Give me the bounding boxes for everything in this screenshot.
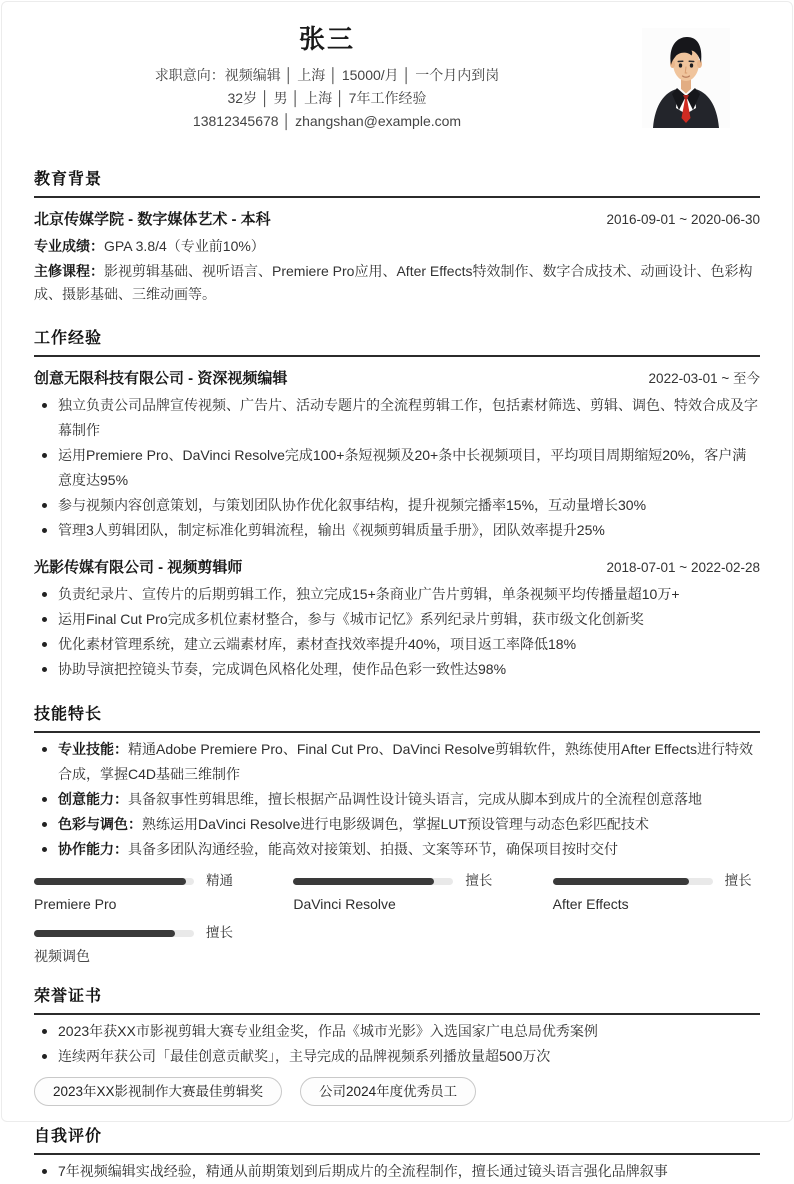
honor-bullet-list [34, 1019, 760, 1069]
skill-label: 专业技能： [58, 741, 128, 757]
job-bullet-list [34, 393, 760, 543]
skill-bar-item [553, 874, 760, 914]
skill-text: 具备叙事性剪辑思维，擅长根据产品调性设计镜头语言，完成从脚本到成片的全流程创意落地 [128, 791, 702, 807]
skill-bar-fill [293, 878, 434, 885]
job-date-range: 2022-03-01 ~ 至今 [648, 371, 760, 386]
job-entry-head [34, 368, 760, 389]
skill-bullet [34, 787, 760, 812]
skill-bar-name: Premiere Pro [34, 896, 117, 912]
skill-bar-row [293, 874, 500, 888]
section-skills [34, 704, 760, 966]
skill-bar-name: After Effects [552, 896, 629, 912]
skill-label: 色彩与调色： [58, 816, 142, 832]
gpa-line [34, 235, 760, 258]
honor-bullet: 连续两年获公司「最佳创意贡献奖」，主导完成的品牌视频系列播放量超500万次 [34, 1044, 760, 1069]
honor-tags [34, 1077, 760, 1106]
skill-level-label: 擅长 [206, 925, 233, 940]
skill-bullet-list [34, 737, 760, 862]
company-role-line: 光影传媒有限公司 - 视频剪辑师 [34, 559, 243, 576]
skill-label: 协作能力： [58, 841, 128, 857]
job-bullet: 协助导演把控镜头节奏，完成调色风格化处理，使作品色彩一致性达98% [34, 657, 760, 682]
honor-tag-badge: 公司2024年度优秀员工 [300, 1077, 476, 1106]
section-summary [34, 1126, 760, 1184]
skill-bar-name: DaVinci Resolve [293, 896, 396, 912]
section-title-skills: 技能特长 [34, 704, 760, 733]
skill-text: 精通Adobe Premiere Pro、Final Cut Pro、DaVinci Resolve剪辑软件，熟练使用After Effects进行特效合成，掌握C4D基础三维制作 [58, 741, 753, 782]
resume-page [2, 2, 792, 1184]
job-bullet-list [34, 582, 760, 682]
skill-bullet [34, 837, 760, 862]
job-bullet: 运用Premiere Pro、DaVinci Resolve完成100+条短视频及20+条中长视频项目，平均项目周期缩短20%，客户满意度达95% [34, 443, 760, 493]
job-intent-line: 求职意向：视频编辑 │ 上海 │ 15000/月 │ 一个月内到岗 [154, 67, 500, 83]
section-title-experience: 工作经验 [34, 328, 760, 357]
section-honors [34, 986, 760, 1106]
skill-bar-track [293, 878, 453, 885]
skill-bar-track [553, 878, 713, 885]
skill-bullet [34, 812, 760, 837]
id-photo [642, 28, 730, 128]
skill-level-label: 擅长 [465, 873, 493, 888]
resume-sheet [1, 1, 793, 1179]
skill-text: 熟练运用DaVinci Resolve进行电影级调色，掌握LUT预设管理与动态色彩匹配技术 [142, 816, 649, 832]
skill-bar-row [34, 926, 241, 940]
gpa-label: 专业成绩： [34, 238, 104, 254]
job-date-range: 2018-07-01 ~ 2022-02-28 [606, 560, 760, 575]
summary-bullet-list [34, 1159, 760, 1184]
skill-bar-fill [34, 930, 175, 937]
skill-bar-item [34, 926, 241, 966]
contact-info-line: 13812345678 │ zhangshan@example.com [192, 113, 462, 129]
section-title-honors: 荣誉证书 [34, 986, 760, 1015]
personal-info-line: 32岁 │ 男 │ 上海 │ 7年工作经验 [227, 90, 427, 106]
honor-tag-badge: 2023年XX影视制作大赛最佳剪辑奖 [34, 1077, 282, 1106]
skill-label: 创意能力： [58, 791, 128, 807]
job-bullet: 独立负责公司品牌宣传视频、广告片、活动专题片的全流程剪辑工作，包括素材筛选、剪辑、调色、特效合成及字幕制作 [34, 393, 760, 443]
skill-bar-fill [34, 878, 186, 885]
candidate-name: 张三 [298, 24, 355, 54]
section-education [34, 169, 760, 306]
job-bullet: 负责纪录片、宣传片的后期剪辑工作，独立完成15+条商业广告片剪辑，单条视频平均传播量超10万+ [34, 582, 760, 607]
job-bullet: 运用Final Cut Pro完成多机位素材整合，参与《城市记忆》系列纪录片剪辑，获市级文化创新奖 [34, 607, 760, 632]
skill-bar-name: 视频调色 [34, 948, 90, 964]
resume-header [34, 24, 760, 133]
skill-bar-item [34, 874, 241, 914]
skill-bullet [34, 737, 760, 787]
skill-bar-row [34, 874, 241, 888]
skill-bar-item [293, 874, 500, 914]
avatar-illustration [642, 28, 730, 128]
job-bullet: 优化素材管理系统，建立云端素材库，素材查找效率提升40%，项目返工率降低18% [34, 632, 760, 657]
honor-bullet: 2023年获XX市影视剪辑大赛专业组金奖，作品《城市光影》入选国家广电总局优秀案例 [34, 1019, 760, 1044]
section-title-summary: 自我评价 [34, 1126, 760, 1155]
skill-bar-track [34, 930, 194, 937]
skill-level-label: 擅长 [724, 873, 752, 888]
courses-label: 主修课程： [34, 263, 104, 279]
job-bullet: 参与视频内容创意策划，与策划团队协作优化叙事结构，提升视频完播率15%，互动量增长30% [34, 493, 760, 518]
section-title-education: 教育背景 [34, 169, 760, 198]
job-bullet: 管理3人剪辑团队，制定标准化剪辑流程，输出《视频剪辑质量手册》，团队效率提升25% [34, 518, 760, 543]
job-entry-head [34, 557, 760, 578]
company-role-line: 创意无限科技有限公司 - 资深视频编辑 [34, 370, 288, 387]
skill-bars-grid [34, 874, 760, 966]
summary-bullet: 7年视频编辑实战经验，精通从前期策划到后期成片的全流程制作，擅长通过镜头语言强化品牌叙事 [34, 1159, 760, 1184]
skill-bar-fill [553, 878, 689, 885]
gpa-value: GPA 3.8/4（专业前10%） [104, 238, 265, 254]
skill-bar-row [553, 874, 760, 888]
courses-line [34, 260, 760, 306]
skill-bar-track [34, 878, 194, 885]
skill-text: 具备多团队沟通经验，能高效对接策划、拍摄、文案等环节，确保项目按时交付 [128, 841, 618, 857]
section-experience [34, 328, 760, 682]
education-entry-head [34, 209, 760, 230]
education-date-range: 2016-09-01 ~ 2020-06-30 [606, 212, 760, 227]
school-degree-line: 北京传媒学院 - 数字媒体艺术 - 本科 [34, 211, 271, 228]
skill-level-label: 精通 [206, 873, 233, 888]
courses-value: 影视剪辑基础、视听语言、Premiere Pro应用、After Effects特效制作、数字合成技术、动画设计、色彩构成、摄影基础、三维动画等。 [34, 263, 753, 302]
